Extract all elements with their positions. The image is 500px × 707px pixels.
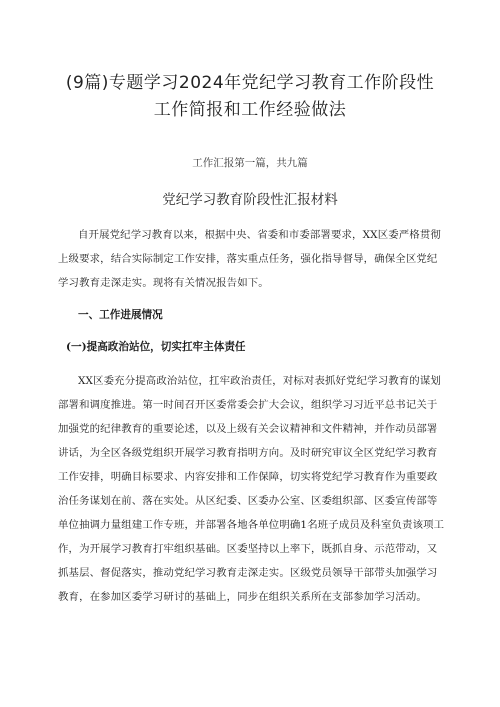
- body-line: 抓基层、督促落实，推动党纪学习教育走深走实。区级党员领导干部带头加强学习: [58, 567, 438, 579]
- intro-line: 上级要求，结合实际制定工作安排，落实重点任务，强化指导督导，确保全区党纪: [58, 253, 438, 265]
- subsection-heading: (一)提高政治站位，切实扛牢主体责任: [66, 341, 246, 353]
- section-heading: 一、工作进展情况: [78, 309, 163, 321]
- body-line: 治任务谋划在前、落在实处。从区纪委、区委办公室、区委组织部、区委宣传部等: [58, 495, 438, 507]
- body-line: 单位抽调力量组建工作专班，并部署各地各单位明确1名班子成员及科室负责该项工: [58, 519, 445, 531]
- intro-line: 自开展党纪学习教育以来，根据中央、省委和市委部署要求，XX区委严格贯彻: [78, 229, 441, 241]
- document-subtitle: 工作汇报第一篇，共九篇: [192, 157, 308, 169]
- document-title-line1: (9篇)专题学习2024年党纪学习教育工作阶段性: [65, 73, 435, 93]
- intro-line: 学习教育走深走实。现将有关情况报告如下。: [58, 277, 269, 289]
- document-title-line2: 工作简报和工作经验做法: [153, 100, 347, 120]
- body-line: 部署和调度推进。第一时间召开区委常委会扩大会议，组织学习习近平总书记关于: [58, 399, 438, 411]
- body-line: 作，为开展学习教育打牢组织基础。区委坚持以上率下，既抓自身、示范带动，又: [58, 543, 438, 555]
- body-line: 讲话，为全区各级党组织开展学习教育指明方向。及时研究审议全区党纪学习教育: [58, 447, 438, 459]
- body-line: 加强党的纪律教育的重要论述，以及上级有关会议精神和文件精神，并作动员部署: [58, 423, 438, 435]
- body-line: 工作安排，明确目标要求、内容安排和工作保障，切实将党纪学习教育作为重要政: [58, 471, 438, 483]
- body-line: 教育，在参加区委学习研讨的基础上，同步在组织关系所在支部参加学习活动。: [58, 591, 427, 603]
- body-line: XX区委充分提高政治站位，扛牢政治责任，对标对表抓好党纪学习教育的谋划: [78, 375, 441, 387]
- report-heading: 党纪学习教育阶段性汇报材料: [162, 192, 338, 208]
